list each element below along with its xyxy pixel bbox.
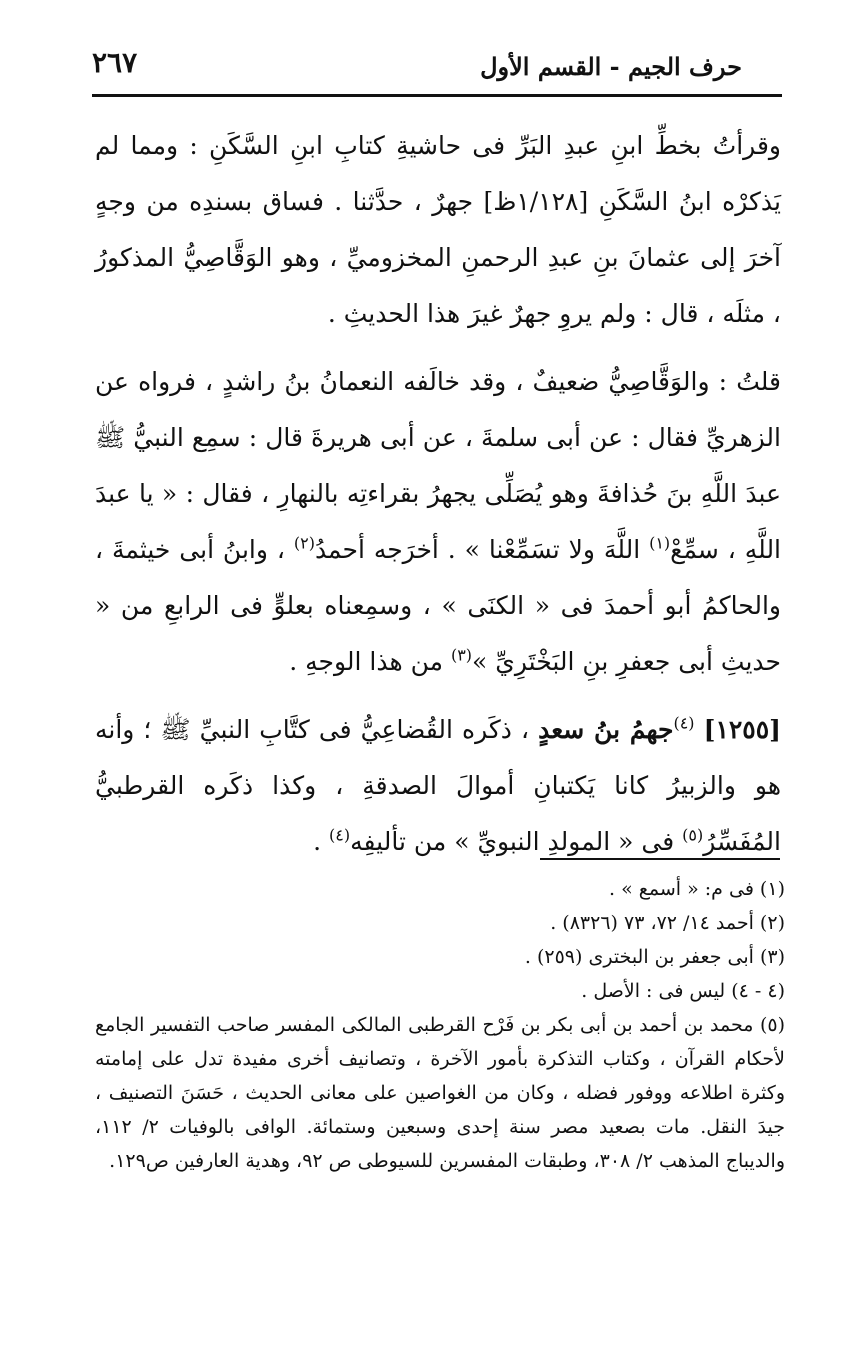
running-title: حرف الجيم - القسم الأول <box>480 52 742 81</box>
paragraph-3-part-a: ، ذكَره القُضاعِيُّ فى كتَّابِ النبيِّ ﷺ ؛ وأنه هو والزبيرُ كانا يَكتبانِ أموالَ الصدقةِ ، وكذا ذكَره القرطبيُّ المُفَسِّرُ <box>95 715 781 856</box>
paragraph-2 <box>95 354 781 690</box>
running-header <box>92 44 782 92</box>
footnote-2: (٢) أحمد ١٤/ ٧٢، ٧٣ (٨٣٢٦) . <box>550 912 785 934</box>
paragraph-1: وقرأتُ بخطِّ ابنِ عبدِ البَرِّ فى حاشيةِ كتابِ ابنِ السَّكَنِ : ومما لم يَذكرْه ابنُ السَّكَنِ [١/١٢٨ظ] جهرٌ ، حدَّثنا . فساق بسندِه من وجهٍ آخرَ إلى عثمانَ بنِ عبدِ الرحمنِ المخزوميِّ ، وهو الوَقَّاصِيُّ المذكورُ ، مثلَه ، قال : ولم يروِ جهرٌ غيرَ هذا الحديثِ . <box>95 131 781 328</box>
paragraph-2-part-c: ، وابنُ أبى خيثمةَ ، والحاكمُ أبو أحمدَ فى « الكنَى » ، وسمِعناه بعلوٍّ فى الرابعِ من « حديثِ أبى جعفرِ بنِ البَخْتَرِيِّ » <box>95 535 781 676</box>
header-rule <box>92 94 782 97</box>
footnotes <box>95 872 785 1178</box>
footnote-4: (٤ - ٤) ليس فى : الأصل . <box>581 980 785 1002</box>
paragraph-2-part-b: اللَّهَ ولا تسَمِّعْنا » . أخرَجه أحمدُ <box>314 535 641 564</box>
entry-name: جهمُ بنُ سعدٍ <box>538 715 674 744</box>
footnote-ref-2: (٢) <box>293 533 315 553</box>
footnote-ref-5: (٥) <box>682 825 704 845</box>
paragraph-2-part-a: قلتُ : والوَقَّاصِيُّ ضعيفٌ ، وقد خالَفه النعمانُ بنُ راشدٍ ، فرواه عن الزهريِّ فقال : عن أبى سلمةَ ، عن أبى هريرةَ قال : سمِع النبيُّ ﷺ عبدَ اللَّهِ بنَ حُذافةَ وهو يُصَلِّى يجهرُ بقراءتِه بالنهارِ ، فقال : « يا عبدَ اللَّهِ ، سمِّعْ <box>95 367 782 564</box>
footnote-ref-1: (١) <box>649 533 671 553</box>
footnote-3: (٣) أبى جعفر بن البخترى (٢٥٩) . <box>524 946 785 968</box>
footnote-rule <box>540 858 780 860</box>
footnote-ref-4-close: (٤) <box>329 825 351 845</box>
paragraph-3-part-c: . <box>313 827 322 856</box>
footnote-1: (١) فى م: « أسمع » . <box>609 878 785 900</box>
entry-number: [١٢٥٥] <box>703 715 782 744</box>
main-text <box>95 118 781 882</box>
footnote-ref-4-open: (٤) <box>673 713 695 733</box>
paragraph-3 <box>95 702 781 870</box>
footnote-5: (٥) محمد بن أحمد بن أبى بكر بن فَرْح القرطبى المالكى المفسر صاحب التفسير الجامع لأحكام القرآن ، وكتاب التذكرة بأمور الآخرة ، وتصانيف أخرى مفيدة تدل على إمامته وكثرة اطلاعه ووفور فضله ، وكان من الغواصين على معانى الحديث ، حَسَنَ التصنيف ، جيدَ النقل. مات بصعيد مصر سنة إحدى وسبعين وستمائة. الوافى بالوفيات ٢/ ١١٢، والديباج المذهب ٢/ ٣٠٨، وطبقات المفسرين للسيوطى ص ٩٢، وهدية العارفين ص١٢٩. <box>95 1014 785 1172</box>
footnote-ref-3: (٣) <box>450 645 473 665</box>
page-number: ٢٦٧ <box>92 46 138 79</box>
paragraph-2-part-d: من هذا الوجهِ . <box>289 647 443 676</box>
paragraph-3-part-b: فى « المولدِ النبويِّ » من تأليفِه <box>350 827 675 856</box>
